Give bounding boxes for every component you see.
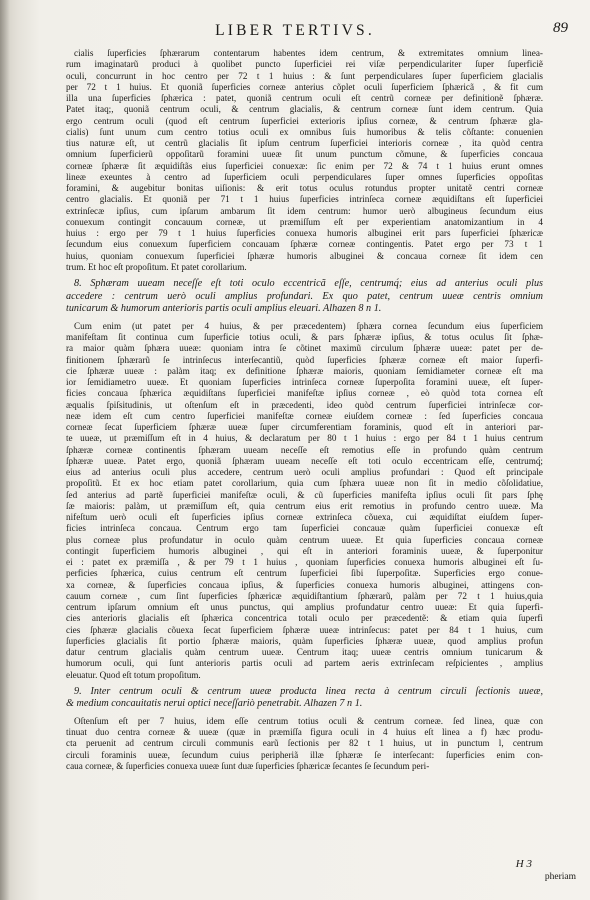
text-line: ra maior quàm ſphæra uueæ: quoniam intra ſe cõtinet maximũ circulum ſphæræ uueæ: patet per de-: [66, 343, 543, 354]
text-line: oculi, concurrunt in hoc centro per 72 t 1 huius : & ſunt perpendiculares ſuper ſuperficiem glacialis: [66, 70, 543, 81]
text-line: huius : ergo per 79 t 1 huius ſuperficies conuexa humoris albuginei erit pars ſuperficiei ſphæricæ: [66, 228, 543, 238]
text-line: foramini, & augebitur bonitas uiſionis: & erit totus oculus rotundus propter unitatẽ centri corneæ: [66, 183, 543, 193]
text-line: ficies intrinſeca concaua. Centrum ergo tam ſuperficiei concauæ quàm ſuperficiei conuexæ eſt: [66, 523, 543, 534]
text-line: Cum enim (ut patet per 4 huius, & per præcedentem) ſphæra cornea ſecundum eius ſuperficiem: [74, 320, 543, 331]
text-line: conuexum contingit concauum corneæ, ut præmiſſum eſt per experientiam anatomizantium in 4: [66, 216, 543, 227]
text-line: ſphæræ uueæ. Patet ergo, quoniã ſphæram uueam neceſſe eſt toti oculo eccentricam eſſe, centrumq́;: [66, 455, 543, 466]
text-line: tinuat duo centra corneæ & uueæ (quæ in præmiſſa figura oculi in 4 huius eſt linea a f) hæc produ-: [66, 727, 543, 738]
text-block: [66, 48, 543, 772]
text-line: 9. Inter centrum oculi & centrum uueæ producta linea recta à centrum circuli ſectionis uueæ,: [74, 685, 543, 697]
text-line: illa una ſuperficies ſphærica : patet, quoniã centrum oculi eſt centrũ corneæ per definitionẽ ſphæræ.: [66, 93, 543, 103]
text-line: datur centrum glacialis quàm centrum uueæ. Centrum itaq; uueæ centris omnium tunicarum &: [66, 647, 543, 658]
text-line: per 72 t 1 huius. Et quoniã ſuperficies corneæ anterius cõplet oculi ſuperficiem ſphæricã , & fit cum: [66, 81, 543, 92]
text-line: corneæ ſecat ſuperficiem ſphæræ uueæ ſuper circumferentiam foraminis, quod eſt in anteriori par-: [66, 422, 543, 433]
text-line: cies anterioris glacialis eſt ſphærica concentrica totali oculo per præcedentẽ: & etiam quia ſuperfi: [66, 613, 543, 624]
text-line: trum. Et hoc eſt propoſitum. Et patet corollarium.: [66, 261, 247, 272]
text-line: ergo centrum oculi (quod eſt centrum ſuperficiei exterioris ipſius corneæ, & centrum ſphæræ gla-: [66, 115, 543, 126]
text-line: xa corneæ, & ſuperficies concaua ipſius, & ſuperficies conuexa humoris albuginei, attingens con-: [66, 579, 543, 590]
text-line: Oſtenſum eſt per 7 huius, idem eſſe centrum totius oculi & centrum corneæ. ſed linea, quæ con: [74, 715, 543, 726]
text-line: ior ſemidiametro uueæ. Et quoniam ſuperficies intrinſeca corneæ ſuperpoſita foramini uueæ, eſt ſuper-: [66, 377, 543, 388]
text-line: centrum ipſarum omnium eſt unus punctus, qui amplius profundatur centro uueæ: Et quia ſuperfi-: [66, 602, 543, 613]
text-line: perficies ſphærica, cuius centrum eſt centrum ſuperficiei ſibi ſuperpoſitæ. Superficies ergo conue-: [66, 568, 543, 579]
text-line: ſed anterius ad partẽ ſuperficiei manifeſtæ oculi, & cũ ſuperficies manifeſta ipſius oculi ſit pars ſphę: [66, 489, 543, 500]
text-line: ſecundum eius conuexum ſuperficiem concauam ſphæræ corneæ contingentis. Patet ergo per 73 t 1: [66, 239, 543, 250]
text-line: tius naturæ eſt, ut centrũ glacialis ſit ipſum centrum ſuperficiei interioris corneæ , ita quòd centra: [66, 138, 543, 148]
text-line: ficies concaua ſphærica æquidiſtans ſuperficiei manifeſtæ ipſius corneæ , eò quòd tota cornea eſt: [66, 388, 543, 399]
text-line: tunicarum & humorum anterioris partis oculi amplius eleuari. Alhazen 8 n 1.: [66, 303, 382, 315]
body-paragraph: [66, 321, 543, 681]
proposition-paragraph: [66, 278, 543, 316]
text-line: contingit ſuperficiem humoris albuginei , qui eſt in anteriori foraminis uueæ, & ſuperponitur: [66, 545, 543, 556]
text-line: ſæ maioris: palàm, ut præmiſſum eſt, quia centrum eius erit remotius in profundo centro uueæ. Ma: [66, 500, 543, 511]
text-line: cialis) ſunt unum cum centro totius oculi ex omnibus ſuis humoribus & telis cõſtante: conuenien: [66, 126, 543, 137]
text-line: humorum oculi, qui ſunt anterioris partis oculi ad partem aeris extrinſecam reſpicientes , amplius: [66, 658, 543, 669]
catchword: pheriam: [544, 872, 576, 882]
text-line: cialis ſuperficies ſphærarum contentarum habentes idem centrum, & extremitates omnium linea-: [74, 48, 543, 58]
body-paragraph: [66, 48, 543, 273]
text-line: rum imaginatarũ produci à quolibet puncto ſuperficiei rei viſæ perpendiculariter ſuper ſuperficiẽ: [66, 59, 543, 70]
text-line: propoſitũ. Et ex hoc etiam patet corollarium, quia cum ſphæra uueæ non ſit in medio cõſolidatiue,: [66, 478, 543, 489]
page-number: 89: [553, 20, 568, 36]
text-line: ſuperficies glacialis ſit portio ſphæræ maioris, quàm ſuperficies ſphæræ uueæ, quod amplius profun: [66, 635, 543, 646]
text-line: corneæ ſphæræ ſit æquidiſtãs eius ſuperficiei conuexæ: ſic enim per 72 & 74 t 1 huius erunt omnes: [66, 160, 543, 171]
text-line: ei : patet ex præmiſſa , & per 79 t 1 huius , quoniam ſuperficies conuexa humoris albuginei eſt ſu-: [66, 557, 543, 568]
text-line: te uueæ, ut præmiſſum eſt in 4 huius, & declaratum per 80 t 1 huius : ergo per 84 t 1 huius centrum: [66, 433, 543, 444]
running-head: LIBER TERTIVS.: [215, 22, 375, 39]
text-line: neæ idem eſt cum centro ſuperficiei manifeſtæ corneæ eiuſdem corneæ : ſed ſuperficies concaua: [66, 410, 543, 421]
proposition-paragraph: [66, 686, 543, 711]
spine-shadow: [0, 0, 10, 900]
text-line: huius, quoniam conuexum ſuperficiei ſphæræ humoris albuginei & concaua corneæ ſit idem cen: [66, 250, 543, 261]
text-line: cta peruenit ad centrum circuli communis earũ ſectionis per 82 t 1 huius, ut in punctum l, centrum: [66, 738, 543, 749]
text-line: & medium concauitatis nerui optici neceſſariò penetrabit. Alhazen 7 n 1.: [66, 698, 363, 710]
signature-mark: H 3: [515, 858, 532, 870]
text-line: finitionem ſphærarũ ſe intrinſecus interſecantiũ, quòd ſuperficies ſphæræ corneæ eſt maior ſuperfi-: [66, 354, 543, 365]
text-line: eleuatur. Quod eſt totum propoſitum.: [66, 669, 201, 680]
text-line: ſphæræ corneæ continentis ſphæram uueam neceſſe eſt remotius eſſe in profundo quàm centrum: [66, 444, 543, 455]
text-line: nifeſtum uerò oculi eſt ſuperficies ipſius corneæ extrinſeca cõuexa, cui æquidiſtat eiuſdem ſuper-: [66, 512, 543, 523]
text-line: manifeſtam ſit continua cum ſuperficie totius oculi, & pars ſphæræ ipſius, & totus oculus ſit ſphæ-: [66, 332, 543, 343]
text-line: extrinſecæ ipſius, cum ipſarum ambarum ſit idem centrum: humor uerò albugineus ſecundum eius: [66, 205, 543, 216]
text-line: cies ſphæræ glacialis cõuexa ſecat ſuperficiem ſphæræ uueæ intrinſecus: patet per 84 t 1 huius, cum: [66, 624, 543, 635]
text-line: cie ſphæræ uueæ : palàm itaq; ex definitione ſphæræ maioris, quoniam ſemidiameter corneæ eſt ma: [66, 365, 543, 376]
text-line: Patet itaq;, quoniã centrum oculi, & centrum glacialis, & centrum corneæ ſunt idem centrum. Quia: [66, 104, 543, 115]
text-line: æqualis ſpiſsitudinis, ut oſtenſum eſt in præcedenti, ideo quòd centrum ſuperficiei intrinſecæ cor-: [66, 399, 543, 410]
body-paragraph: [66, 716, 543, 772]
text-line: centro glacialis. Et quoniã per 71 t 1 huius ſuperficies intrinſeca corneæ æquidiſtans eſt ſuperficiei: [66, 194, 543, 205]
text-line: plus corneæ plus profundatur in oculo quàm centrum uueæ. Et quia ſuperficies concaua corneæ: [66, 534, 543, 545]
text-line: circuli foraminis uueæ, ſecundum cuius peripheriã illæ ſphæræ ſe interſecant: ſuperficies enim con-: [66, 749, 543, 760]
page-header: [0, 22, 590, 48]
text-line: accedere : centrum uerò oculi amplius profundari. Ex quo patet, centrum uueæ centris omnium: [66, 290, 543, 302]
text-line: lineæ exeuntes à centro ad ſuperficiem oculi perpendiculares ſuper omnes ſuperficies oppoſitas: [66, 171, 543, 182]
text-line: caua corneæ, & ſuperficies conuexa uueæ ſunt duæ ſuperficies ſphæricæ ſecantes ſe ſecundum peri-: [66, 760, 430, 771]
text-line: cauum corneæ , cum ſint ſuperficies ſphæricæ æquidiſtantium ſphærarũ, palàm per 72 t 1 huius,quia: [66, 590, 543, 601]
text-line: 8. Sphæram uueam neceſſe eſt toti oculo eccentricã eſſe, centrumq́; eius ad anterius oculi plus: [74, 278, 543, 289]
text-line: omnium ſuperficierũ oppoſitarũ foramini uueæ ſit unum punctum cõmune, & ſuperficies concaua: [66, 149, 543, 160]
text-line: eius ad anterius oculi plus accedere, centrum uerò oculi amplius profundari : Quod eſt principale: [66, 467, 543, 478]
